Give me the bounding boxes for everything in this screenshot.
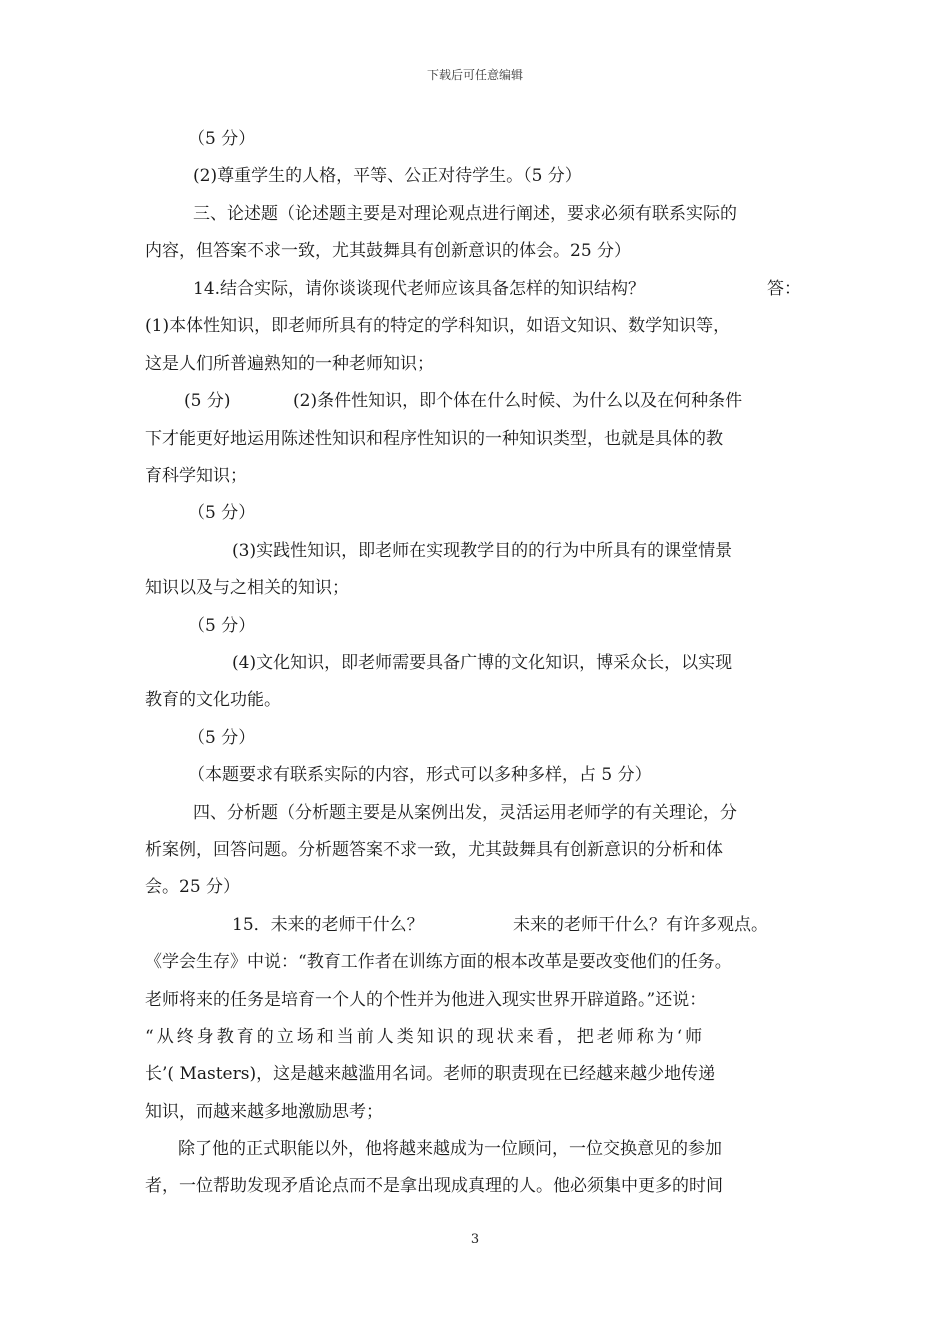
page-number: 3: [470, 1232, 480, 1247]
text-line: 未来的老师干什么？有许多观点。: [513, 915, 768, 935]
text-line: 三、论述题（论述题主要是对理论观点进行阐述，要求必须有联系实际的: [193, 204, 737, 224]
text-line: （5 分）: [188, 728, 256, 748]
text-line: 15．未来的老师干什么？: [232, 915, 424, 935]
text-line: 答：: [767, 279, 801, 299]
text-line: 内容，但答案不求一致，尤其鼓舞具有创新意识的体会。25 分）: [145, 241, 632, 261]
text-line: 老师将来的任务是培育一个人的个性并为他进入现实世界开辟道路。”还说：: [145, 990, 707, 1010]
text-line: 知识，而越来越多地激励思考；: [145, 1102, 383, 1122]
text-line: 知识以及与之相关的知识；: [145, 578, 349, 598]
text-line: 四、分析题（分析题主要是从案例出发，灵活运用老师学的有关理论，分: [193, 803, 737, 823]
text-line: 者，一位帮助发现矛盾论点而不是拿出现成真理的人。他必须集中更多的时间: [145, 1176, 723, 1196]
text-line: (4)文化知识，即老师需要具备广博的文化知识，博采众长，以实现: [232, 653, 733, 673]
text-line: 《学会生存》中说：“教育工作者在训练方面的根本改革是要改变他们的任务。: [145, 952, 732, 972]
text-line: (2)条件性知识，即个体在什么时候、为什么以及在何种条件: [293, 391, 743, 411]
text-line: 除了他的正式职能以外，他将越来越成为一位顾问，一位交换意见的参加: [178, 1139, 722, 1159]
text-line: 教育的文化功能。: [145, 690, 281, 710]
text-line: 下才能更好地运用陈述性知识和程序性知识的一种知识类型，也就是具体的教: [145, 429, 723, 449]
text-line: (1)本体性知识，即老师所具有的特定的学科知识，如语文知识、数学知识等，: [145, 316, 731, 336]
text-line: 析案例，回答问题。分析题答案不求一致，尤其鼓舞具有创新意识的分析和体: [145, 840, 723, 860]
text-line: 长’( Masters)，这是越来越滥用名词。老师的职责现在已经越来越少地传递: [145, 1064, 716, 1084]
page-header: 下载后可任意编辑: [426, 68, 523, 82]
text-line: (2)尊重学生的人格，平等、公正对待学生。（5 分）: [193, 166, 582, 186]
text-line: (3)实践性知识，即老师在实现教学目的的行为中所具有的课堂情景: [232, 541, 733, 561]
text-line: 育科学知识；: [145, 466, 247, 486]
text-line: （5 分）: [188, 616, 256, 636]
text-line: 14.结合实际，请你谈谈现代老师应该具备怎样的知识结构？: [193, 279, 646, 299]
text-line: 会。25 分）: [145, 877, 241, 897]
text-line: “从终身教育的立场和当前人类知识的现状来看，把老师称为‘师: [145, 1027, 706, 1047]
text-line: （5 分）: [188, 503, 256, 523]
text-line: (5 分): [184, 391, 231, 411]
text-line: （5 分）: [188, 129, 256, 149]
text-line: （本题要求有联系实际的内容，形式可以多种多样，占 5 分）: [188, 765, 652, 785]
text-line: 这是人们所普遍熟知的一种老师知识；: [145, 354, 434, 374]
